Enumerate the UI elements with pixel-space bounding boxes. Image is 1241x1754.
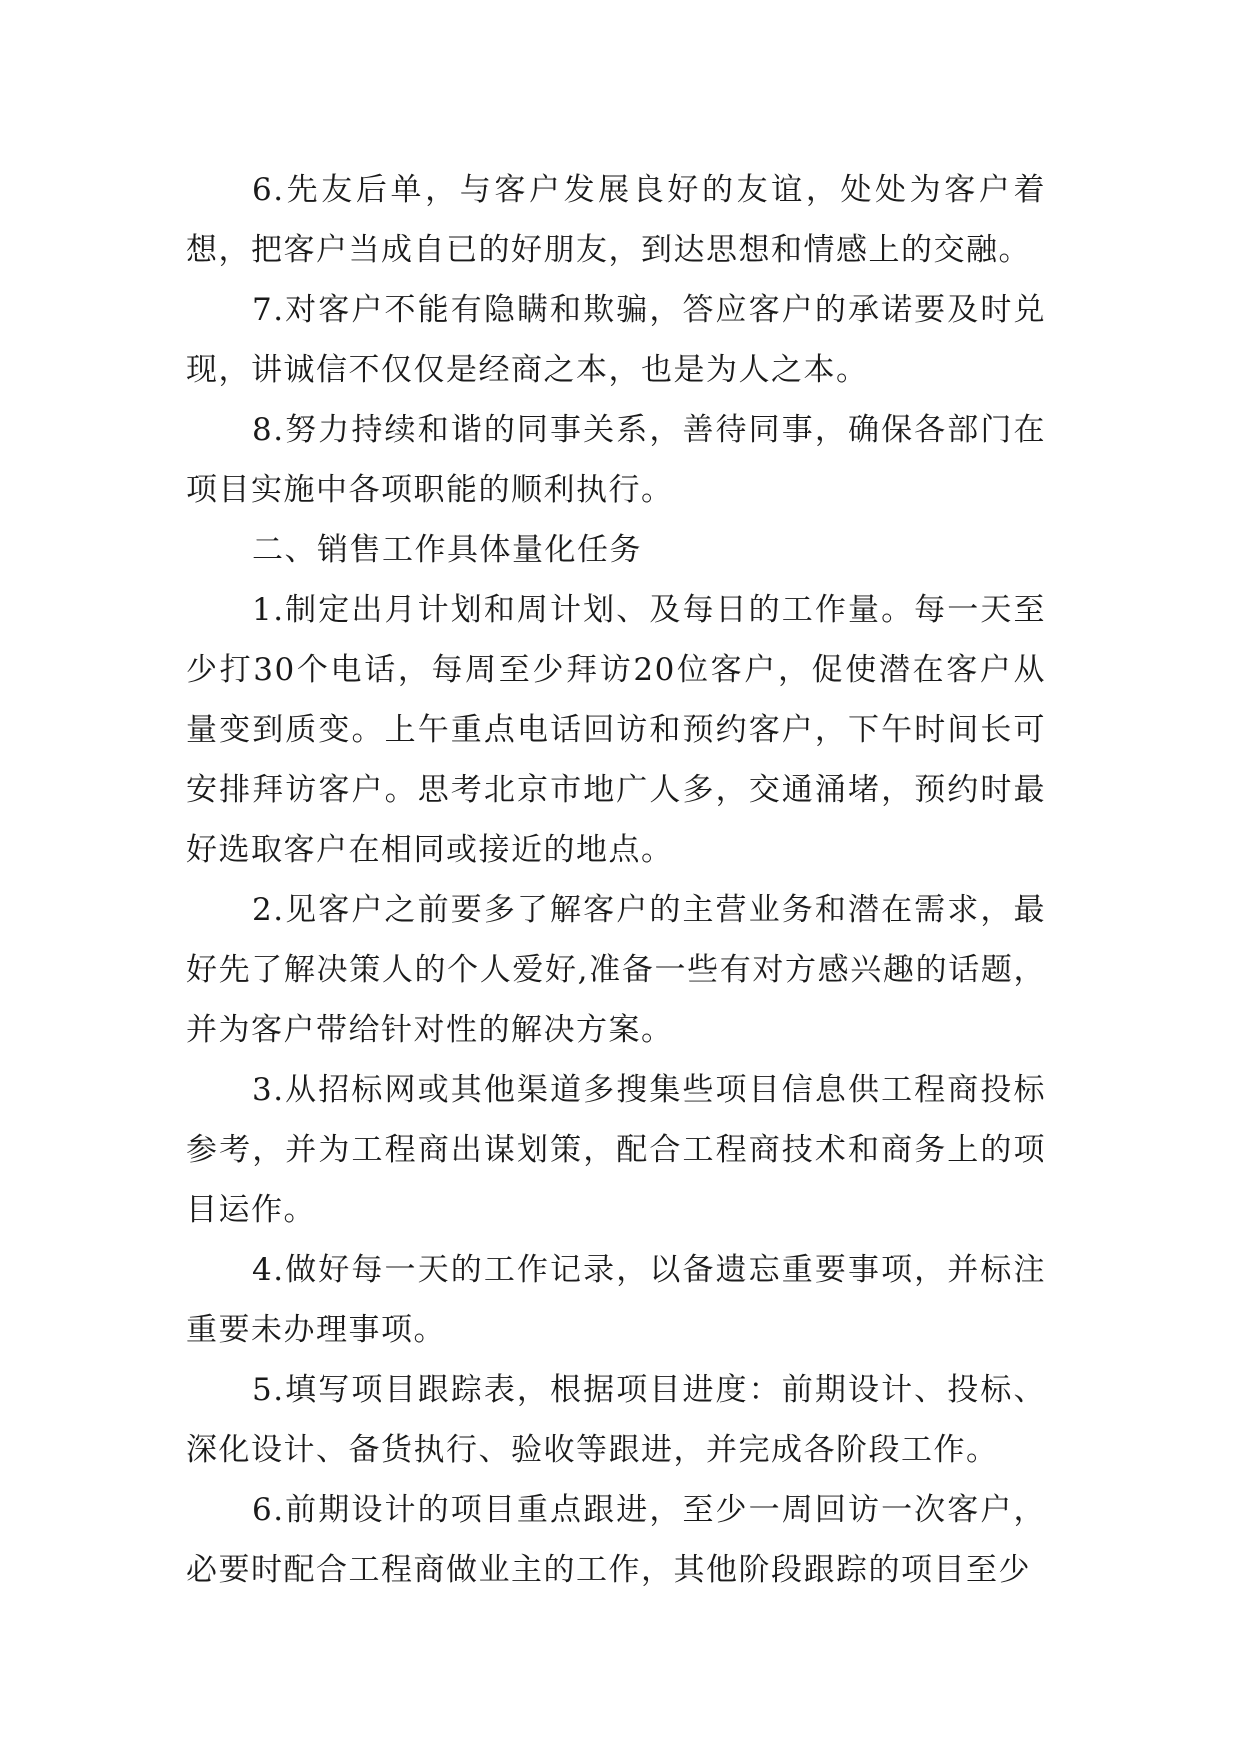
paragraph-item-8-colleagues: 8.努力持续和谐的同事关系，善待同事，确保各部门在项目实施中各项职能的顺利执行。 bbox=[186, 412, 1046, 508]
paragraph-task-3-tender-info: 3.从招标网或其他渠道多搜集些项目信息供工程商投标参考，并为工程商出谋划策，配合工程商技术和商务上的项目运作。 bbox=[186, 1072, 1046, 1228]
paragraph-task-2-preparation: 2.见客户之前要多了解客户的主营业务和潜在需求，最好先了解决策人的个人爱好,准备一些有对方感兴趣的话题，并为客户带给针对性的解决方案。 bbox=[186, 892, 1046, 1048]
paragraph-item-6-friendship: 6.先友后单，与客户发展良好的友谊，处处为客户着想，把客户当成自已的好朋友，到达思想和情感上的交融。 bbox=[186, 172, 1046, 268]
paragraph-item-7-honesty: 7.对客户不能有隐瞒和欺骗，答应客户的承诺要及时兑现，讲诚信不仅仅是经商之本，也是为人之本。 bbox=[186, 292, 1046, 388]
document-body bbox=[186, 160, 1046, 1600]
paragraph-task-5-tracking-sheet: 5.填写项目跟踪表，根据项目进度：前期设计、投标、深化设计、备货执行、验收等跟进，并完成各阶段工作。 bbox=[186, 1372, 1046, 1468]
paragraph-task-1-plans: 1.制定出月计划和周计划、及每日的工作量。每一天至少打30个电话，每周至少拜访20位客户，促使潜在客户从量变到质变。上午重点电话回访和预约客户，下午时间长可安排拜访客户。思考北京市地广人多，交通涌堵，预约时最好选取客户在相同或接近的地点。 bbox=[186, 592, 1046, 868]
paragraph-task-4-work-log: 4.做好每一天的工作记录，以备遗忘重要事项，并标注重要未办理事项。 bbox=[186, 1252, 1046, 1348]
section-heading: 二、销售工作具体量化任务 bbox=[252, 532, 642, 568]
paragraph-task-6-followup: 6.前期设计的项目重点跟进，至少一周回访一次客户，必要时配合工程商做业主的工作，其他阶段跟踪的项目至少 bbox=[186, 1492, 1046, 1588]
